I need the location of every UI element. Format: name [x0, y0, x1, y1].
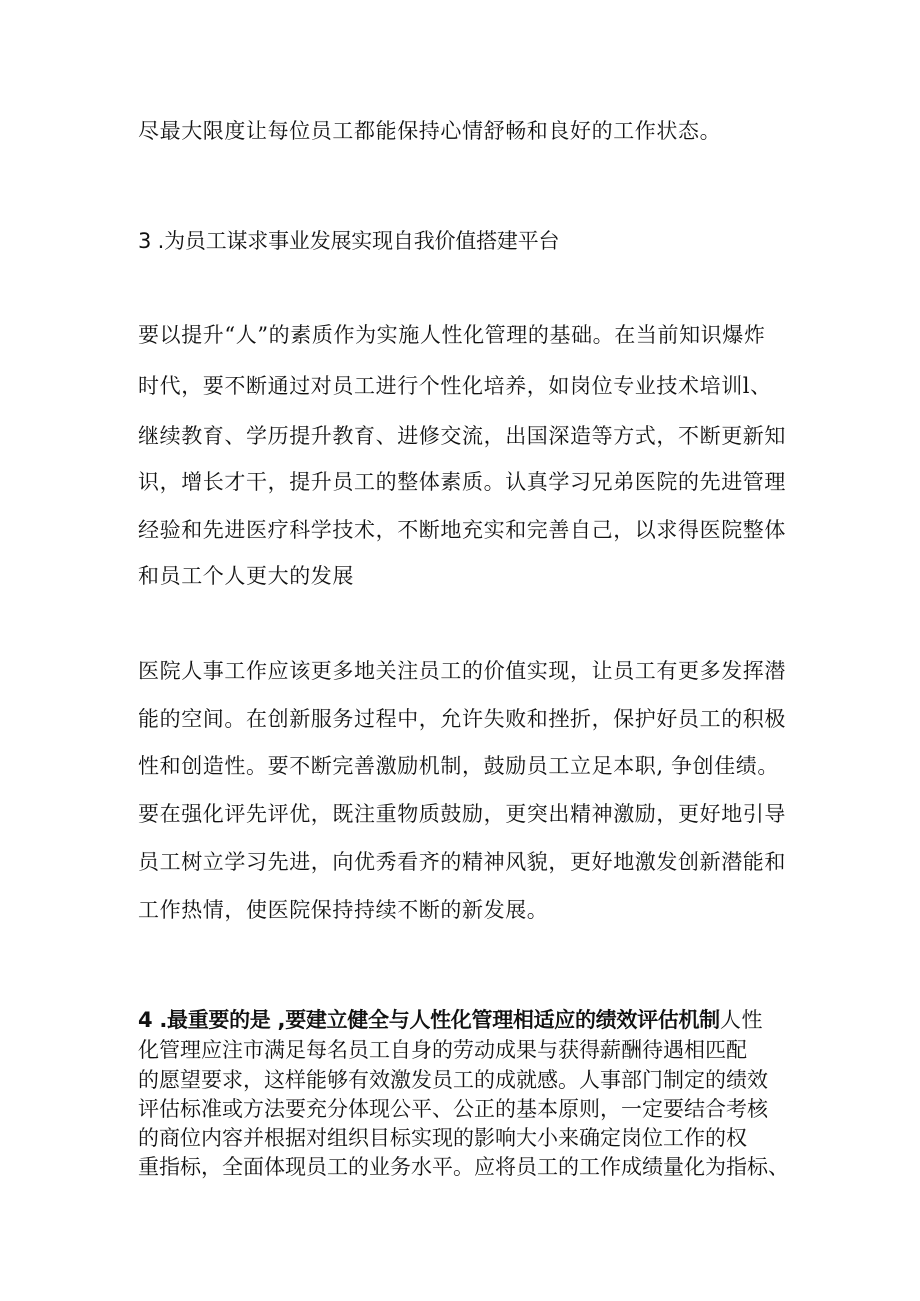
paragraph-line: 工作热情，使医院保持持续不断的新发展。	[138, 898, 549, 922]
paragraph-line: 要以提升“人”的素质作为实施人性化管理的基础。在当前知识爆炸	[138, 323, 766, 347]
paragraph-line: 化管理应注市满足每名员工自身的劳动成果与获得薪酬待遇相匹配	[138, 1038, 747, 1062]
paragraph-line: 评估标准或方法要充分体现公平、公正的基本原则，一定要结合考核	[138, 1097, 768, 1121]
paragraph-line: 员工树立学习先进，向优秀看齐的精神风貌，更好地激发创新潜能和	[138, 850, 786, 874]
paragraph-line: 识，增长才干，提升员工的整体素质。认真学习兄弟医院的先进管理	[138, 470, 786, 494]
section-4-heading: 4 .最重要的是 ,要建立健全与人性化管理相适应的绩效评估机制	[138, 1008, 720, 1032]
paragraph-line: 医院人事工作应该更多地关注员工的价值实现，让员工有更多发挥潜	[138, 659, 786, 683]
paragraph-line: 经验和先进医疗科学技术，不断地充实和完善自己，以求得医院整体	[138, 518, 786, 542]
paragraph-line: 和员工个人更大的发展	[138, 564, 354, 588]
paragraph-line: 性和创造性。要不断完善激励机制，鼓励员工立足本职, 争创佳绩。	[138, 754, 779, 778]
paragraph-line: 的商位内容并根据对组织目标实现的影响大小来确定岗位工作的权	[138, 1126, 747, 1150]
section-4-heading-tail: 人性	[719, 1008, 764, 1032]
paragraph-line: 要在强化评先评优，既注重物质鼓励，更突出精神激励，更好地引导	[138, 802, 786, 826]
paragraph-line: 重指标，全面体现员工的业务水平。应将员工的工作成绩量化为指标、	[138, 1155, 789, 1179]
paragraph-line: 继续教育、学历提升教育、进修交流，出国深造等方式，不断更新知	[138, 424, 786, 448]
paragraph-line: 的愿望要求，这样能够有效激发员工的成就感。人事部门制定的绩效	[138, 1068, 768, 1092]
section-4-heading-line	[138, 1010, 763, 1031]
section-3-heading: 3 .为员工谋求事业发展实现自我价值搭建平台	[138, 229, 560, 253]
paragraph-line: 能的空间。在创新服务过程中，允许失败和挫折，保护好员工的积极	[138, 707, 786, 731]
intro-line: 尽最大限度让每位员工都能保持心情舒畅和良好的工作状态。	[138, 119, 722, 143]
paragraph-line: 时代，要不断通过对员工进行个性化培养，如岗位专业技术培训l、	[138, 374, 772, 398]
